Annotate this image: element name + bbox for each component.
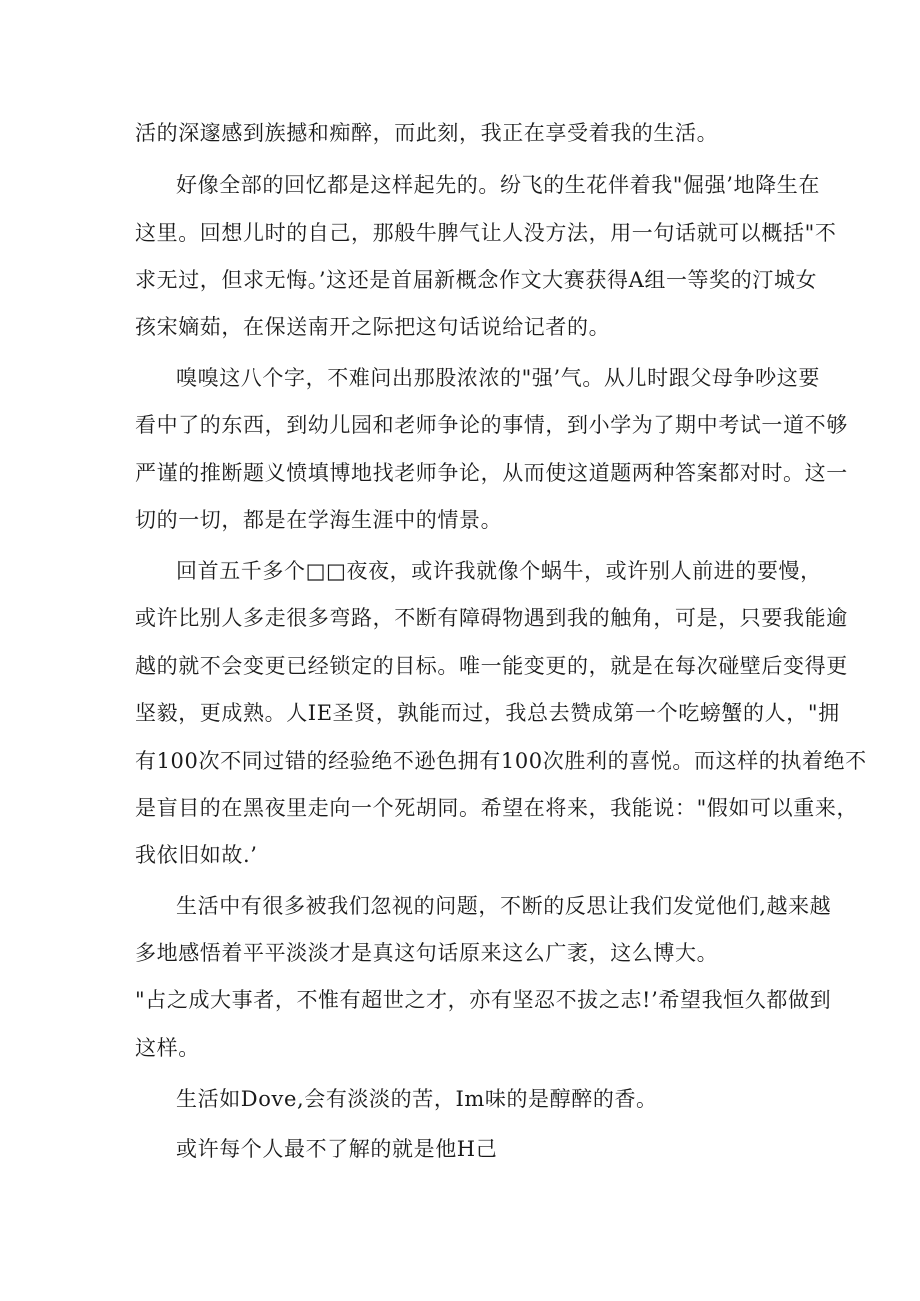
text-line: 多地感悟着平平淡淡才是真这句话原来这么广袤，这么博大。 [135, 941, 719, 965]
text-line: 越的就不会变更已经锁定的目标。唯一能变更的，就是在每次碰壁后变得更 [135, 654, 848, 678]
text-line: 有100次不同过错的经验绝不逊色拥有100次胜利的喜悦。而这样的执着绝不 [135, 749, 867, 773]
text-line: 坚毅，更成熟。人IE圣贤，孰能而过，我总去赞成第一个吃螃蟹的人，"拥 [135, 701, 840, 725]
text-line: 切的一切，都是在学海生涯中的情景。 [135, 508, 503, 532]
text-line: 好像全部的回忆都是这样起先的。纷飞的生花伴着我"倔强’地降生在 [176, 173, 820, 197]
text-line: 孩宋嫡茹，在保送南开之际把这句话说给记者的。 [135, 315, 611, 339]
text-line: 或许比别人多走很多弯路，不断有障碍物遇到我的触角，可是，只要我能逾 [135, 606, 848, 630]
text-line: 或许每个人最不了解的就是他H己 [176, 1137, 498, 1161]
text-line: 活的深邃感到族撼和痴醉，而此刻，我正在享受着我的生活。 [135, 121, 719, 145]
text-line: 生活中有很多被我们忽视的问题，不断的反思让我们发觉他们,越来越 [176, 894, 832, 918]
text-line: 看中了的东西，到幼儿园和老师争论的事情，到小学为了期中考试一道不够 [135, 413, 848, 437]
text-line: 生活如Dove,会有淡淡的苦，Im味的是醇醉的香。 [176, 1087, 658, 1111]
text-line: 我依旧如故.’ [135, 843, 258, 867]
text-line: 求无过，但求无悔。’这还是首届新概念作文大赛获得A组一等奖的汀城女 [135, 268, 818, 292]
text-line: 是盲目的在黑夜里走向一个死胡同。希望在将来，我能说："假如可以重来， [135, 796, 859, 820]
text-line: 严谨的推断题义愤填博地找老师争论，从而使这道题两种答案都对时。这一 [135, 461, 848, 485]
text-line: 这样。 [135, 1036, 200, 1060]
text-line: 回首五千多个□□夜夜，或许我就像个蜗牛，或许别人前进的要慢， [176, 559, 822, 583]
text-line: "占之成大事者，不惟有超世之才，亦有坚忍不拔之志!’希望我恒久都做到 [135, 988, 832, 1012]
text-line: 嗅嗅这八个字，不难问出那股浓浓的"强’气。从儿时跟父母争吵这要 [176, 366, 820, 390]
text-line: 这里。回想儿时的自己，那般牛脾气让人没方法，用一句话就可以概括"不 [135, 221, 837, 245]
